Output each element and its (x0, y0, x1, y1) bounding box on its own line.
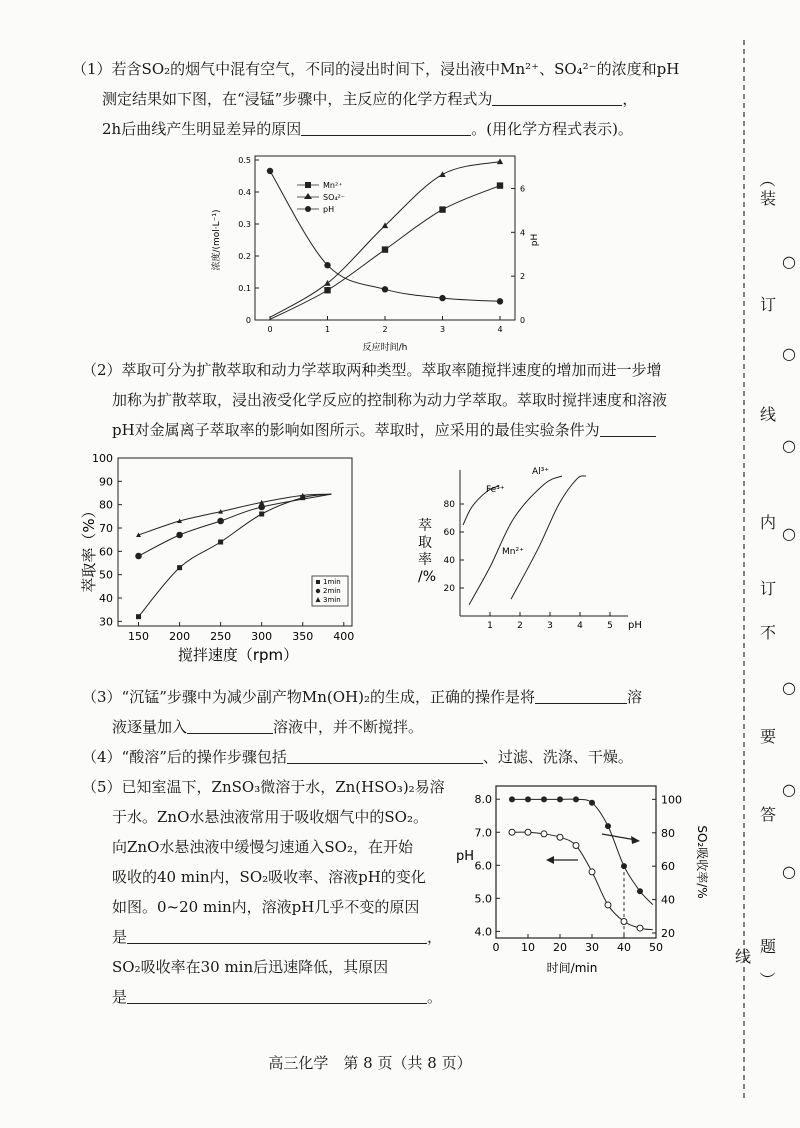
q5-line1: （5）已知室温下，ZnSO₃微溶于水，Zn(HSO₃)₂易溶 (82, 778, 445, 796)
data-point (573, 796, 579, 802)
data-point (589, 800, 595, 806)
question-3 (82, 682, 642, 742)
data-point (573, 842, 579, 848)
x-tick-label: 200 (169, 630, 191, 643)
y-axis-label: 浓度/(mol·L⁻¹) (212, 209, 222, 271)
legend-marker-triangle (316, 597, 321, 602)
q2-line3: pH对金属离子萃取率的影响如图所示。萃取时，应采用的最佳实验条件为 (82, 415, 667, 445)
y-tick-label: 80 (443, 500, 455, 510)
x-tick-label: 0 (267, 325, 273, 334)
legend-label: pH (323, 205, 335, 214)
y2-tick-label: 0 (520, 316, 526, 325)
series-markers (267, 158, 503, 304)
margin-char: 线 (735, 947, 752, 966)
x-axis-label: 反应时间/h (362, 343, 408, 353)
data-point (589, 869, 595, 875)
margin-char: 答 (760, 805, 777, 824)
margin-char: 内 (760, 513, 777, 532)
y-axis-label-part: 率 (418, 552, 432, 568)
legend-marker-square (316, 580, 320, 584)
data-point (605, 902, 611, 908)
y-tick-label: 0.1 (238, 284, 251, 293)
x-tick-label: 150 (128, 630, 150, 643)
plot-frame (255, 156, 515, 320)
data-point (135, 553, 142, 560)
y2-axis-label: pH (530, 233, 540, 247)
legend-label: 3min (323, 596, 341, 604)
data-point (324, 287, 330, 293)
data-point (258, 504, 265, 511)
x-tick-label: 400 (333, 630, 355, 643)
q5-line2: 于水。ZnO水悬浊液常用于吸收烟气中的SO₂。 (112, 808, 428, 826)
question-4 (82, 742, 633, 772)
series-lines (463, 476, 586, 605)
y-tick-label: 8.0 (474, 793, 492, 807)
data-point (621, 863, 627, 869)
y-tick-label: 90 (99, 475, 113, 489)
series-line (512, 799, 653, 904)
data-point (497, 182, 503, 188)
y-axis-label-part: /% (418, 569, 437, 585)
data-point (439, 171, 445, 177)
plot-frame (496, 786, 656, 938)
x-tick-label: 4 (577, 621, 583, 631)
data-point (509, 829, 515, 835)
y-tick-label: 4.0 (474, 925, 492, 939)
q5-line3: 向ZnO水悬浊液中缓慢匀速通入SO₂，在开始 (112, 838, 413, 856)
x-tick-label: 30 (585, 941, 599, 954)
margin-char: 订 (760, 579, 777, 598)
series-lines (139, 494, 332, 617)
data-point (605, 823, 611, 829)
q1-line2: 测定结果如下图，在“浸锰”步骤中，主反应的化学方程式为 ， (72, 84, 679, 114)
x-tick-label: 250 (210, 630, 232, 643)
y-tick-label: 0.4 (238, 188, 251, 197)
margin-char: （ (757, 171, 777, 188)
x-axis-label: pH (628, 620, 642, 631)
x-tick-label: 350 (292, 630, 314, 643)
page-footer: 高三化学 第 8 页（共 8 页） (268, 1054, 472, 1072)
y-tick-label: 50 (99, 568, 113, 582)
margin-circle: ○ (782, 862, 796, 881)
x-tick-label: 20 (553, 941, 567, 954)
y-axis-label-part: 取 (418, 535, 432, 551)
margin-char: 订 (760, 295, 777, 314)
data-point (136, 614, 141, 619)
y-tick-label: 0 (245, 316, 251, 325)
answer-blank[interactable] (287, 745, 483, 764)
margin-char: ） (757, 971, 777, 988)
data-point (497, 298, 503, 304)
y-tick-label: 0.3 (238, 220, 251, 229)
margin-circle: ○ (782, 780, 796, 799)
x-tick-label: 0 (492, 941, 500, 954)
y-tick-label: 80 (99, 498, 113, 512)
x-axis-label: 搅拌速度（rpm） (177, 646, 299, 664)
arrow-right (602, 834, 640, 844)
data-point (525, 829, 531, 835)
data-point (439, 206, 445, 212)
legend-marker-triangle (304, 193, 312, 199)
y-tick-label: 7.0 (474, 826, 492, 840)
y-axis-label-part: 萃 (418, 518, 432, 534)
y2-tick-label: 20 (661, 926, 675, 940)
x-tick-label: 3 (439, 325, 446, 334)
chart-so2-absorption (450, 778, 712, 978)
y-axis-label: 萃取率（%） (80, 503, 98, 593)
y-tick-label: 40 (99, 592, 113, 605)
chart-ph-extraction (410, 458, 660, 658)
q5-line8: 是 。 (82, 982, 445, 1012)
data-point (509, 796, 515, 802)
y2-tick-label: 80 (661, 826, 675, 840)
data-point (541, 831, 547, 837)
data-point (525, 796, 531, 802)
y-axis-label: pH (456, 849, 475, 864)
question-5 (82, 772, 445, 1012)
data-point (259, 512, 264, 517)
y-tick-label: 40 (443, 556, 455, 566)
chart-concentration-ph (205, 150, 545, 360)
legend-label: 1min (323, 578, 341, 586)
answer-blank[interactable] (187, 715, 273, 734)
data-point (637, 888, 643, 894)
legend-marker-circle (316, 589, 320, 593)
q3-line2: 液逐量加入 溶液中，并不断搅拌。 (82, 712, 642, 742)
data-point (176, 532, 183, 539)
margin-circle: ○ (782, 344, 796, 363)
series-line (139, 494, 332, 617)
data-point (217, 518, 224, 525)
legend-label: 2min (323, 587, 341, 595)
y2-tick-label: 2 (520, 272, 526, 282)
y-tick-label: 100 (92, 452, 113, 465)
question-2 (82, 355, 667, 445)
margin-circle: ○ (782, 524, 796, 543)
y-tick-label: 60 (99, 545, 113, 559)
x-tick-label: 10 (521, 941, 535, 954)
x-tick-label: 1 (324, 325, 331, 334)
data-point (557, 796, 563, 802)
y-tick-label: 20 (443, 584, 455, 594)
data-point (382, 246, 388, 252)
series-label-al: Al³⁺ (532, 467, 550, 477)
data-point (177, 565, 182, 570)
answer-blank[interactable] (127, 985, 427, 1004)
axis-ticks (92, 452, 354, 643)
data-point (267, 168, 273, 174)
x-tick-label: 50 (649, 941, 663, 954)
axis-ticks (238, 156, 525, 334)
series-line (512, 832, 653, 930)
x-tick-label: 300 (251, 630, 273, 643)
answer-blank[interactable] (535, 685, 627, 704)
legend-label: Mn²⁺ (323, 181, 343, 190)
y-tick-label: 60 (443, 528, 455, 538)
y2-tick-label: 60 (661, 860, 675, 874)
answer-blank[interactable] (492, 87, 622, 106)
margin-circle: ○ (782, 252, 796, 271)
q5-line4: 吸收的40 min内，SO₂吸收率、溶液pH的变化 (112, 868, 426, 886)
chart-stirring-speed (78, 448, 378, 668)
x-tick-label: 5 (607, 621, 613, 631)
x-axis-label: 时间/min (546, 961, 598, 975)
x-tick-label: 3 (547, 621, 553, 631)
q5-line6: 是 ， (82, 922, 445, 952)
data-point (557, 834, 563, 840)
x-tick-label: 4 (497, 325, 503, 334)
margin-char: 线 (760, 405, 777, 424)
data-point (541, 796, 547, 802)
data-point (324, 262, 330, 268)
data-point (382, 286, 388, 292)
margin-char: 题 (760, 937, 777, 956)
answer-blank[interactable] (301, 117, 471, 136)
series-markers (509, 796, 643, 931)
q4-line1: （4）“酸溶”后的操作步骤包括 、过滤、洗涤、干燥。 (82, 742, 633, 772)
arrow-left (546, 856, 578, 864)
answer-blank[interactable] (600, 418, 656, 437)
binding-margin-line (738, 40, 750, 1100)
margin-char: 要 (760, 727, 777, 746)
q5-line7: SO₂吸收率在30 min后迅速降低，其原因 (112, 958, 389, 976)
series-line (270, 171, 500, 301)
y-tick-label: 30 (99, 615, 113, 629)
series-lines (512, 799, 653, 930)
data-point (497, 158, 503, 164)
question-1 (72, 54, 679, 144)
x-tick-label: 2 (382, 325, 388, 334)
series-line (511, 476, 586, 599)
margin-circle: ○ (782, 678, 796, 697)
margin-char: 不 (760, 623, 777, 642)
y-tick-label: 70 (99, 522, 113, 535)
margin-circle: ○ (782, 436, 796, 455)
y-tick-label: 0.5 (238, 156, 251, 165)
series-line (139, 494, 332, 535)
margin-char: 装 (760, 189, 777, 208)
legend-label: SO₄²⁻ (323, 193, 346, 202)
y-tick-label: 6.0 (474, 859, 492, 873)
q3-line1: （3）“沉锰”步骤中为减少副产物Mn(OH)₂的生成，正确的操作是将 溶 (82, 682, 642, 712)
data-point (218, 540, 223, 545)
y2-tick-label: 4 (520, 228, 526, 238)
series-markers (135, 493, 305, 619)
x-tick-label: 2 (517, 621, 523, 631)
legend (297, 181, 345, 214)
answer-blank[interactable] (127, 925, 427, 944)
q2-line2: 加称为扩散萃取，浸出液受化学反应的控制称为动力学萃取。萃取时搅拌速度和溶液 (112, 391, 668, 409)
x-tick-label: 1 (487, 621, 493, 631)
series-label-mn: Mn²⁺ (502, 547, 524, 557)
data-point (439, 295, 445, 301)
y2-tick-label: 100 (661, 793, 682, 807)
y-tick-label: 0.2 (238, 252, 251, 261)
q1-line3: 2h后曲线产生明显差异的原因 。(用化学方程式表示)。 (72, 114, 679, 144)
y2-tick-label: 40 (661, 893, 675, 907)
y-tick-label: 5.0 (474, 892, 492, 906)
x-tick-label: 40 (617, 941, 631, 954)
y2-axis-label: SO₂吸收率/% (695, 825, 709, 899)
q1-line1: （1）若含SO₂的烟气中混有空气，不同的浸出时间下，浸出液中Mn²⁺、SO₄²⁻的浓度和pH (72, 60, 680, 78)
data-point (621, 918, 627, 924)
series-label-fe: Fe³⁺ (486, 485, 505, 495)
y-axis-label (418, 517, 436, 585)
axis-ticks (444, 500, 613, 631)
legend (312, 576, 348, 606)
q2-line1: （2）萃取可分为扩散萃取和动力学萃取两种类型。萃取率随搅拌速度的增加而进一步增 (82, 361, 662, 379)
y2-tick-label: 6 (520, 184, 526, 194)
data-point (637, 925, 643, 931)
q5-line5: 如图。0~20 min内，溶液pH几乎不变的原因 (112, 898, 420, 916)
